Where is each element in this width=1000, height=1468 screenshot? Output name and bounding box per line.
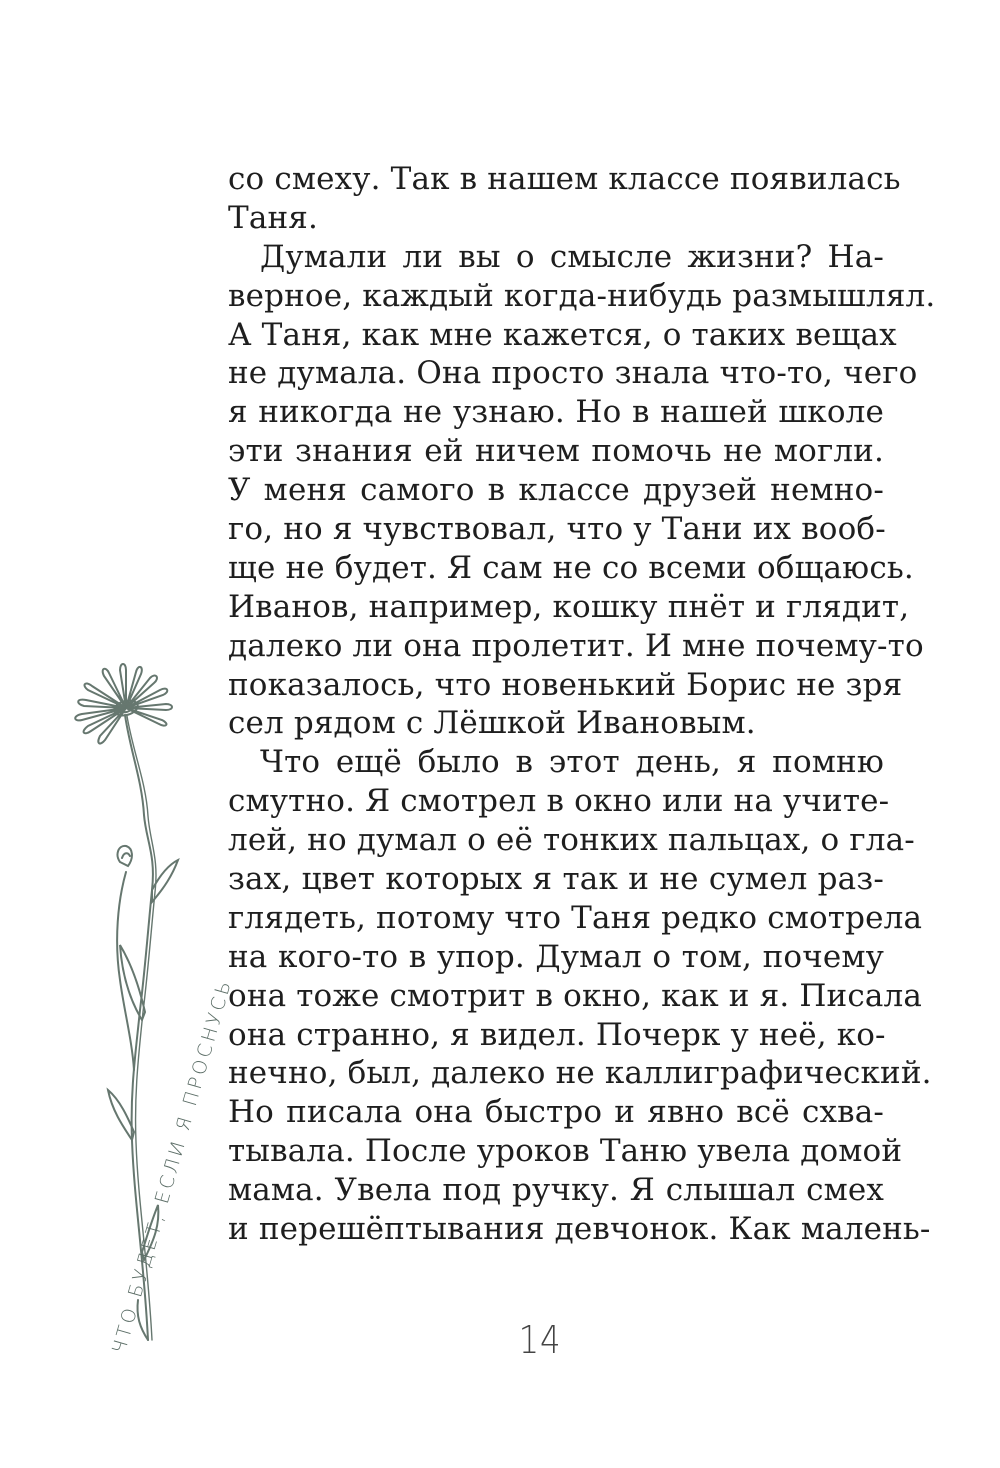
text-line: показалось, что новенький Борис не зря — [228, 666, 903, 703]
text-line: смутно. Я смотрел в окно или на учите- — [228, 783, 890, 820]
text-line: Таня. — [228, 199, 318, 236]
running-title: ЧТО БУДЕТ, ЕСЛИ Я ПРОСНУСЬ — [108, 975, 237, 1357]
chamomile-illustration — [60, 640, 200, 1360]
text-line: Иванов, например, кошку пнёт и глядит, — [228, 588, 910, 625]
text-line: ще не будет. Я сам не со всеми общаюсь. — [228, 549, 914, 586]
text-line: Но писала она быстро и явно всё схва- — [228, 1094, 884, 1131]
text-line: мама. Увела под ручку. Я слышал смех — [228, 1172, 884, 1209]
text-line: далеко ли она пролетит. И мне почему-то — [228, 627, 924, 664]
text-line: на кого-то в упор. Думал о том, почему — [228, 938, 884, 975]
text-line: зах, цвет которых я так и не сумел раз- — [228, 861, 884, 898]
text-line: я никогда не узнаю. Но в нашей школе — [228, 394, 884, 431]
text-line: не думала. Она просто знала что-то, чего — [228, 355, 918, 392]
text-line: сел рядом с Лёшкой Ивановым. — [228, 705, 756, 742]
text-line: она странно, я видел. Почерк у неё, ко- — [228, 1016, 886, 1053]
text-line: глядеть, потому что Таня редко смотрела — [228, 899, 923, 936]
text-line: и перешёптывания девчонок. Как малень- — [228, 1211, 931, 1248]
text-line: верное, каждый когда-нибудь размышлял. — [228, 277, 936, 314]
text-line: она тоже смотрит в окно, как и я. Писала — [228, 977, 922, 1014]
text-line: нечно, был, далеко не каллиграфический. — [228, 1055, 932, 1092]
page-number: 14 — [518, 1318, 562, 1362]
text-line: Думали ли вы о смысле жизни? На- — [260, 238, 884, 275]
text-line: лей, но думал о её тонких пальцах, о гла- — [228, 822, 915, 859]
text-line: тывала. После уроков Таню увела домой — [228, 1133, 903, 1170]
body-text — [228, 160, 936, 1249]
text-line: А Таня, как мне кажется, о таких вещах — [228, 316, 897, 353]
text-line: эти знания ей ничем помочь не могли. — [228, 433, 884, 470]
text-line: Что ещё было в этот день, я помню — [260, 744, 884, 781]
text-line: со смеху. Так в нашем классе появилась — [228, 161, 901, 197]
text-line: У меня самого в классе друзей немно- — [228, 472, 884, 509]
text-line: го, но я чувствовал, что у Тани их вооб- — [228, 511, 886, 548]
